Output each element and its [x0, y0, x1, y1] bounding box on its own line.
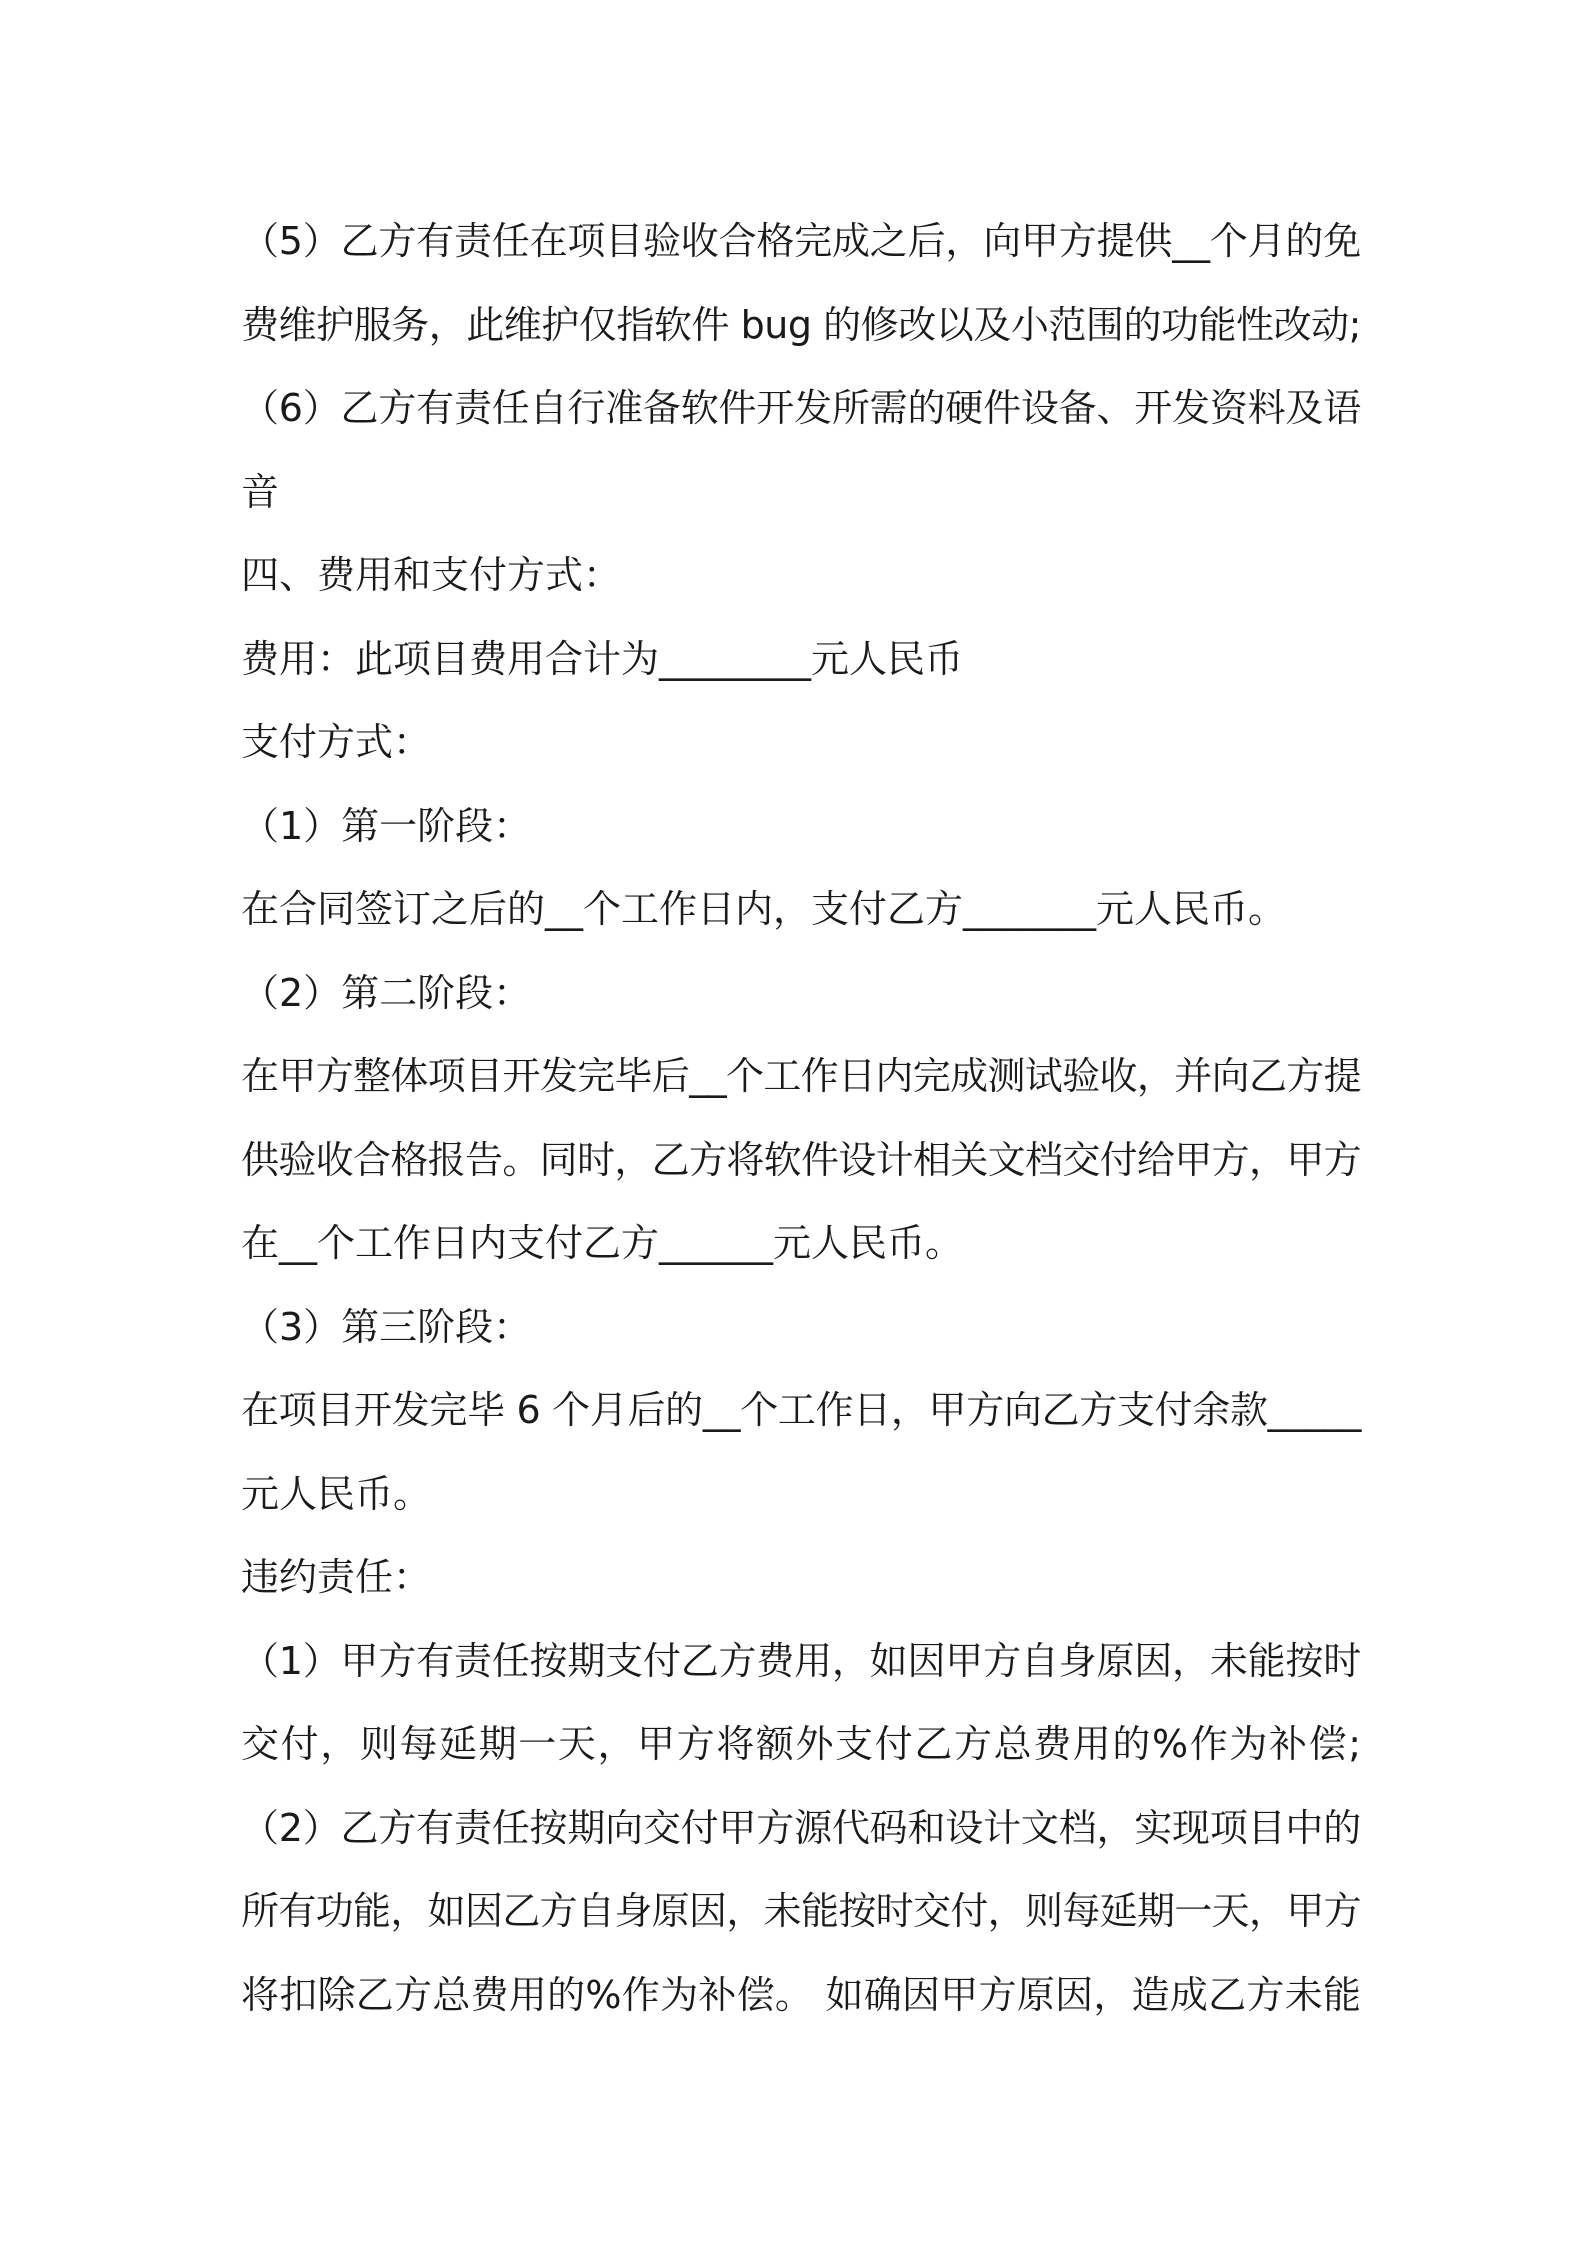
- section-heading: 违约责任：: [241, 1555, 432, 1599]
- text-line: 在项目开发完毕 6 个月后的__个工作日，甲方向乙方支付余款_____: [241, 1388, 1361, 1432]
- text-line: 支付方式：: [241, 720, 432, 764]
- text-line: （1）甲方有责任按期支付乙方费用，如因甲方自身原因，未能按时: [241, 1638, 1361, 1683]
- stage-heading: （2）第二阶段：: [241, 970, 532, 1015]
- stage-heading: （1）第一阶段：: [241, 803, 532, 848]
- text-line: （2）乙方有责任按期向交付甲方源代码和设计文档，实现项目中的: [241, 1805, 1361, 1850]
- text-line: 将扣除乙方总费用的%作为补偿。 如确因甲方原因，造成乙方未能: [241, 1972, 1361, 2017]
- text-line: 音: [241, 469, 280, 514]
- text-line: （5）乙方有责任在项目验收合格完成之后，向甲方提供__个月的免: [241, 219, 1361, 263]
- text-line: 在合同签订之后的__个工作日内，支付乙方_______元人民币。: [241, 887, 1287, 931]
- text-line: 费用：此项目费用合计为________元人民币: [241, 636, 964, 681]
- text-line: 费维护服务，此维护仅指软件 bug 的修改以及小范围的功能性改动;: [241, 302, 1361, 347]
- text-line: 在__个工作日内支付乙方______元人民币。: [241, 1221, 964, 1265]
- text-line: 元人民币。: [241, 1471, 432, 1516]
- section-heading: 四、费用和支付方式：: [241, 553, 622, 597]
- text-line: 在甲方整体项目开发完毕后__个工作日内完成测试验收，并向乙方提: [241, 1054, 1361, 1098]
- text-line: 所有功能，如因乙方自身原因，未能按时交付，则每延期一天，甲方: [241, 1889, 1361, 1933]
- stage-heading: （3）第三阶段：: [241, 1304, 532, 1349]
- text-line: 交付，则每延期一天，甲方将额外支付乙方总费用的%作为补偿;: [241, 1722, 1361, 1766]
- contract-text-body: [241, 200, 1361, 2037]
- text-line: （6）乙方有责任自行准备软件开发所需的硬件设备、开发资料及语: [241, 386, 1361, 430]
- text-line: 供验收合格报告。同时，乙方将软件设计相关文档交付给甲方，甲方: [241, 1137, 1361, 1182]
